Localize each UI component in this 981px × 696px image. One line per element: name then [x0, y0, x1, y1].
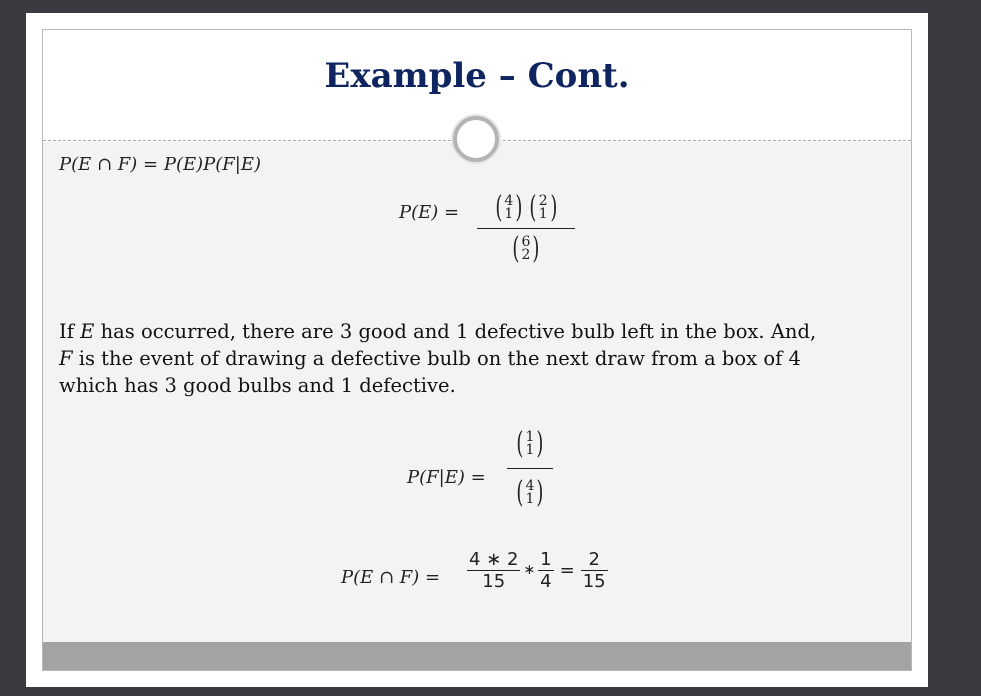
pef-rhs	[467, 540, 608, 600]
fraction-denominator: 15	[582, 570, 606, 592]
fraction-numerator: 1	[540, 548, 552, 570]
equals-operator: =	[559, 559, 575, 581]
binom-1-1: ( 1 1 )	[516, 426, 544, 461]
pfe-equation	[407, 467, 486, 488]
binom-bottom: 1	[525, 491, 535, 507]
pfe-lhs: P(F|E) =	[407, 467, 486, 488]
pfe-numerator	[505, 420, 555, 468]
pfe-denominator	[505, 469, 555, 517]
binom-top: 4	[504, 193, 514, 209]
pe-lhs: P(E) =	[399, 202, 460, 223]
fraction-2-over-15	[581, 549, 608, 592]
paragraph-line-2: F is the event of drawing a defective bulb on the next draw from a box of 4	[59, 347, 801, 370]
binom-2-1: ( 2 1 )	[529, 190, 558, 225]
pef-equation	[341, 567, 440, 588]
binom-bottom: 1	[504, 206, 514, 222]
binom-bottom: 1	[525, 442, 535, 458]
slide-footer-bar	[43, 642, 911, 671]
binom-4-1-den: ( 4 1 )	[516, 475, 544, 510]
pe-numerator	[471, 188, 581, 228]
explanation-paragraph	[59, 318, 899, 399]
fraction-numerator: 4 ∗ 2	[469, 548, 519, 570]
multiplication-rule: P(E ∩ F) = P(E)P(F|E)	[59, 154, 261, 175]
binom-bottom: 1	[538, 206, 548, 222]
pef-lhs: P(E ∩ F) =	[341, 567, 441, 588]
binom-top: 6	[521, 234, 531, 250]
paragraph-line-1: If E has occurred, there are 3 good and 1 defective bulb left in the box. And,	[59, 320, 817, 343]
binom-bottom: 2	[521, 247, 531, 263]
binom-top: 2	[538, 193, 548, 209]
fraction-8-over-15	[467, 549, 520, 592]
binom-4-1: ( 4 1 )	[494, 190, 523, 225]
times-operator: ∗	[523, 562, 536, 578]
pfe-fraction	[505, 420, 555, 517]
pe-denominator	[471, 229, 581, 269]
paragraph-line-3: which has 3 good bulbs and 1 defective.	[59, 374, 456, 397]
binom-6-2: ( 6 2 )	[512, 231, 540, 266]
binom-top: 4	[525, 478, 535, 494]
fraction-denominator: 4	[540, 570, 552, 592]
pe-fraction	[471, 188, 581, 269]
pe-equation	[399, 202, 459, 223]
binom-top: 1	[525, 429, 535, 445]
slide-title: Example – Cont.	[324, 56, 630, 96]
fraction-1-over-4	[538, 549, 553, 592]
slide-canvas	[26, 13, 928, 687]
circle-ornament-icon	[453, 116, 499, 162]
slide-frame	[42, 29, 912, 671]
fraction-numerator: 2	[588, 548, 600, 570]
fraction-denominator: 15	[482, 570, 506, 592]
